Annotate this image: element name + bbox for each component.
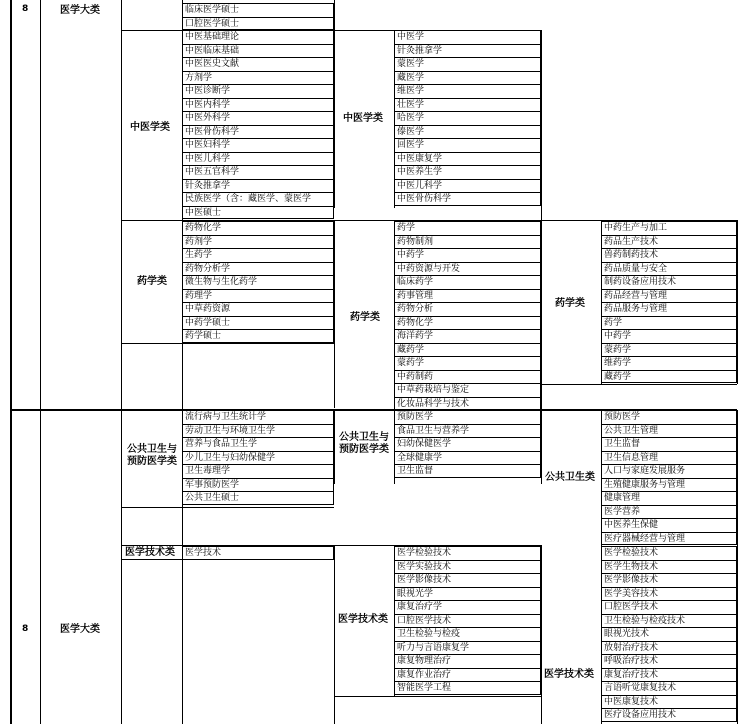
list-item: 中医儿科学 [182,152,334,166]
list-item: 微生物与生化药学 [182,275,334,289]
row-number-top: 8 [22,4,29,14]
list-item: 食品卫生与营养学 [394,424,541,438]
list-item: 中医学 [394,30,541,44]
list-item: 哈医学 [394,111,541,125]
ph-label-col2-text: 公共卫生与预防医学类 [339,432,389,455]
list-item: 眼视光技术 [601,627,737,641]
list-item: 药物分析学 [182,262,334,276]
list-item: 劳动卫生与环境卫生学 [182,424,334,438]
list-item: 口腔医学技术 [394,614,541,628]
list-item: 预防医学 [394,410,541,424]
list-item: 康复作业治疗 [394,668,541,682]
list-item: 临床医学硕士 [182,3,334,17]
ph-label-col1 [124,444,180,468]
list-item: 蒙药学 [601,343,737,357]
list-item: 中医内科学 [182,98,334,112]
list-item: 中医外科学 [182,111,334,125]
list-item: 中药资源与开发 [394,262,541,276]
pharmacy-label-col3: 药学类 [555,298,585,309]
list-item: 中药学 [394,248,541,262]
list-item: 民族医学（含：藏医学、蒙医学 [182,192,334,206]
list-item: 中医妇科学 [182,138,334,152]
list-item: 呼吸治疗技术 [601,654,737,668]
list-item: 针灸推拿学 [394,44,541,58]
list-item: 回医学 [394,138,541,152]
category-medicine-bottom: 医学大类 [60,624,100,635]
list-item: 药品经营与管理 [601,289,737,303]
list-item: 中医诊断学 [182,84,334,98]
medtech-label-col2: 医学技术类 [338,614,388,625]
list-item: 药事管理 [394,289,541,303]
list-item: 卫生检验与检疫 [394,627,541,641]
list-item: 医疗设备应用技术 [601,708,737,722]
list-item: 药品质量与安全 [601,262,737,276]
list-item: 医学技术 [182,546,334,560]
pharmacy-label-col1: 药学类 [137,276,167,287]
list-item: 方剂学 [182,71,334,85]
list-item: 维药学 [601,356,737,370]
tcm-label-col1: 中医学类 [130,122,170,133]
list-item: 药物化学 [394,316,541,330]
list-item: 药品服务与管理 [601,302,737,316]
list-item: 中医儿科学 [394,179,541,193]
list-item: 妇幼保健医学 [394,437,541,451]
list-item: 医学检验技术 [601,546,737,560]
list-item: 维医学 [394,84,541,98]
list-item: 中医康复技术 [601,695,737,709]
list-item: 中药学 [601,329,737,343]
medtech-label-col3: 医学技术类 [544,669,594,680]
category-medicine-top: 医学大类 [60,5,100,16]
list-item: 蒙药学 [394,356,541,370]
list-item: 藏药学 [394,343,541,357]
list-item: 制药设备应用技术 [601,275,737,289]
list-item: 放射治疗技术 [601,641,737,655]
list-item: 药学硕士 [182,329,334,343]
list-item: 医学检验技术 [394,546,541,560]
list-item: 针灸推拿学 [182,179,334,193]
list-item: 公共卫生硕士 [182,491,334,505]
list-item: 中药学硕士 [182,316,334,330]
list-item: 药品生产技术 [601,235,737,249]
list-item: 中医养生学 [394,165,541,179]
list-item: 傣医学 [394,125,541,139]
list-item: 中药生产与加工 [601,221,737,235]
list-item: 中医骨伤科学 [182,125,334,139]
list-item: 健康管理 [601,491,737,505]
list-item: 藏药学 [601,370,737,384]
list-item: 中医基础理论 [182,30,334,44]
list-item: 中药制药 [394,370,541,384]
list-item: 蒙医学 [394,57,541,71]
list-item: 中医养生保健 [601,518,737,532]
list-item: 口腔医学技术 [601,600,737,614]
list-item: 医学影像技术 [394,573,541,587]
list-item: 少儿卫生与妇幼保健学 [182,451,334,465]
list-item: 医学美容技术 [601,587,737,601]
list-item: 人口与家庭发展服务 [601,464,737,478]
list-item: 康复物理治疗 [394,654,541,668]
list-item: 医学营养 [601,505,737,519]
ph-label-col2 [336,432,392,456]
list-item: 医疗器械经营与管理 [601,532,737,546]
list-item: 卫生信息管理 [601,451,737,465]
list-item: 康复治疗学 [394,600,541,614]
list-item: 临床药学 [394,275,541,289]
list-item: 药物制剂 [394,235,541,249]
list-item: 卫生检验与检疫技术 [601,614,737,628]
list-item: 海洋药学 [394,329,541,343]
medtech-label-col1: 医学技术类 [125,547,175,558]
list-item: 化妆品科学与技术 [394,397,541,411]
list-item: 中草药栽培与鉴定 [394,383,541,397]
list-item: 药学 [601,316,737,330]
list-item: 营养与食品卫生学 [182,437,334,451]
list-item: 智能医学工程 [394,681,541,695]
ph-label-col3: 公共卫生类 [545,472,595,483]
list-item: 听力与言语康复学 [394,641,541,655]
list-item: 药物化学 [182,221,334,235]
list-item: 藏医学 [394,71,541,85]
list-item: 医学生物技术 [601,560,737,574]
list-item: 卫生监督 [601,437,737,451]
list-item: 全球健康学 [394,451,541,465]
ph-label-col1-text: 公共卫生与预防医学类 [127,444,177,467]
list-item: 公共卫生管理 [601,424,737,438]
list-item: 军事预防医学 [182,478,334,492]
list-item: 生殖健康服务与管理 [601,478,737,492]
list-item: 口腔医学硕士 [182,17,334,31]
list-item: 药学 [394,221,541,235]
list-item: 医学影像技术 [601,573,737,587]
list-item: 壮医学 [394,98,541,112]
list-item: 生药学 [182,248,334,262]
list-item: 康复治疗技术 [601,668,737,682]
list-item: 眼视光学 [394,587,541,601]
list-item: 言语听觉康复技术 [601,681,737,695]
row-number-bottom: 8 [22,624,29,634]
list-item: 卫生监督 [394,464,541,478]
list-item: 药物分析 [394,302,541,316]
list-item: 中医康复学 [394,152,541,166]
list-item: 中医硕士 [182,206,334,220]
list-item: 兽药制药技术 [601,248,737,262]
list-item: 流行病与卫生统计学 [182,410,334,424]
list-item: 中医医史文献 [182,57,334,71]
list-item: 中医骨伤科学 [394,192,541,206]
list-item: 预防医学 [601,410,737,424]
list-item: 中医临床基础 [182,44,334,58]
list-item: 医学实验技术 [394,560,541,574]
tcm-label-col2: 中医学类 [343,113,383,124]
pharmacy-label-col2: 药学类 [350,312,380,323]
list-item: 卫生毒理学 [182,464,334,478]
list-item: 中草药资源 [182,302,334,316]
list-item: 药剂学 [182,235,334,249]
list-item: 中医五官科学 [182,165,334,179]
list-item: 药理学 [182,289,334,303]
